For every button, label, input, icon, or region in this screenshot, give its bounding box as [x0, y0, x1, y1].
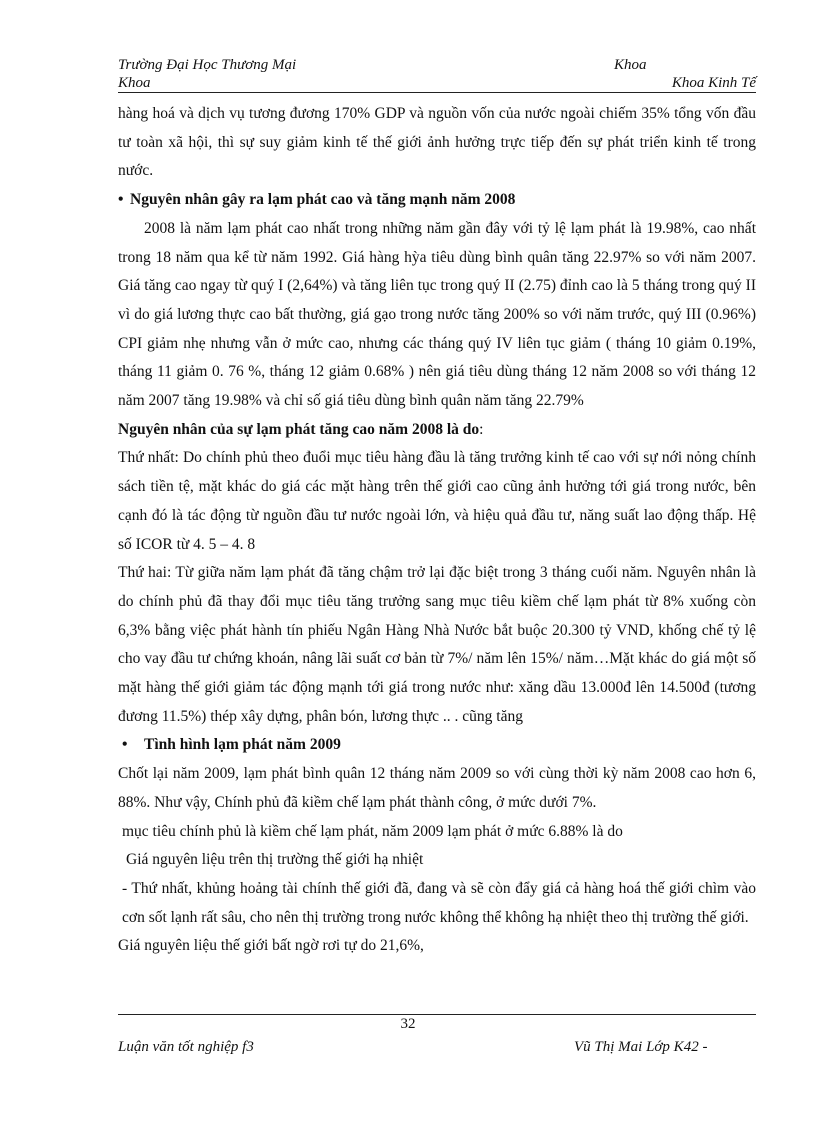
- page-body: [118, 100, 756, 961]
- paragraph-7: Giá nguyên liệu trên thị trường thế giới hạ nhiệt: [126, 851, 424, 869]
- header-school-name: Trường Đại Học Thương Mại: [118, 57, 297, 73]
- header-faculty-label: Khoa: [614, 57, 647, 73]
- heading-reasons-2008-text: Nguyên nhân của sự lạm phát tăng cao năm 2008 là do: [118, 420, 480, 438]
- paragraph-5: Chốt lại năm 2009, lạm phát bình quân 12 tháng năm 2009 so với cùng thời kỳ năm 2008 cao hơn 6, 88%. Như vậy, Chính phủ đã kiềm chế lạm phát thành công, ở mức dưới 7%.: [118, 765, 756, 811]
- bullet-icon: •: [118, 191, 124, 209]
- footer-thesis-label: Luận văn tốt nghiệp f3: [118, 1039, 254, 1055]
- heading-reasons-2008-colon: :: [479, 420, 484, 438]
- paragraph-2: 2008 là năm lạm phát cao nhất trong những năm gần đây với tỷ lệ lạm phát là 19.98%, cao nhất trong 18 năm qua kể từ năm 1992. Giá hàng hỳa tiêu dùng bình quân tăng 22.97% so với năm 2007. Giá tăng cao ngay từ quý I (2,64%) và tăng liên tục trong quý II (2.75) đỉnh cao là 5 tháng trong quý II vì do giá lương thực cao bất thường, giá gạo trong nước tăng 200% so với năm trước, quý III (0.96%) CPI giảm nhẹ nhưng vẫn ở mức cao, nhưng các tháng quý IV liên tục giảm ( tháng 10 giảm 0.19%, tháng 11 giảm 0. 76 %, tháng 12 giảm 0.68% ) nên giá tiêu dùng tháng 12 năm 2008 so với tháng 12 năm 2007 tăng 19.98% và chỉ số giá tiêu dùng bình quân năm tăng 22.79%: [118, 219, 756, 410]
- paragraph-1: hàng hoá và dịch vụ tương đương 170% GDP và nguồn vốn của nước ngoài chiếm 35% tổng vốn đầu tư toàn xã hội, thì sự suy giảm kinh tế thế giới ảnh hưởng trực tiếp đến sự phát triển kinh tế trong nước.: [118, 105, 756, 180]
- heading-inflation-2009-text: Tình hình lạm phát năm 2009: [144, 736, 341, 754]
- footer-author: Vũ Thị Mai Lớp K42 -: [574, 1039, 708, 1055]
- heading-reasons-2008: [118, 416, 756, 445]
- footer-rule: [118, 1014, 756, 1015]
- paragraph-8: - Thứ nhất, khủng hoảng tài chính thế giới đã, đang và sẽ còn đẩy giá cả hàng hoá thế giới chìm vào cơn sốt lạnh rất sâu, cho nên thị trường trong nước không thể không hạ nhiệt theo thị trường thế giới.: [122, 879, 756, 926]
- paragraph-6: mục tiêu chính phủ là kiềm chế lạm phát, năm 2009 lạm phát ở mức 6.88% là do: [122, 822, 623, 840]
- heading-causes-2008: [118, 186, 756, 215]
- header-faculty-name: Khoa Kinh Tế: [671, 75, 756, 91]
- header-faculty-label-2: Khoa: [118, 75, 151, 91]
- paragraph-4: Thứ hai: Từ giữa năm lạm phát đã tăng chậm trở lại đặc biệt trong 3 tháng cuối năm. Nguyên nhân là do chính phủ đã thay đổi mục tiêu tăng trưởng sang mục tiêu kiềm chế lạm phát từ 8% xuống còn 6,3% bằng việc phát hành tín phiếu Ngân Hàng Nhà Nước bắt buộc 20.300 tỷ VND, khống chế tỷ lệ cho vay đầu tư chứng khoán, nâng lãi suất cơ bản từ 7%/ năm lên 15%/ năm…Mặt khác do giá một số mặt hàng thế giới giảm tác động mạnh tới giá trong nước như: xăng dầu 13.000đ lên 14.500đ (tương đương 11.5%) thép xây dựng, phân bón, lương thực .. . cũng tăng: [118, 564, 756, 725]
- page-number: 32: [400, 1016, 416, 1032]
- heading-causes-2008-text: Nguyên nhân gây ra lạm phát cao và tăng mạnh năm 2008: [130, 191, 516, 209]
- bullet-icon: •: [122, 736, 128, 754]
- heading-inflation-2009: [118, 731, 756, 760]
- paragraph-3: Thứ nhất: Do chính phủ theo đuổi mục tiêu hàng đầu là tăng trưởng kinh tế cao với sự nới nỏng chính sách tiền tệ, mặt khác do giá các mặt hàng trên thế giới cao cũng ảnh hưởng tới giá trong nước, bên cạnh đó là tác động từ nguồn đầu tư nước ngoài lớn, và hiệu quả đầu tư, năng suất lao động thấp. Hệ số ICOR từ 4. 5 – 4. 8: [118, 449, 756, 553]
- header-rule: [118, 92, 756, 93]
- paragraph-9: Giá nguyên liệu thế giới bất ngờ rơi tự do 21,6%,: [118, 937, 424, 955]
